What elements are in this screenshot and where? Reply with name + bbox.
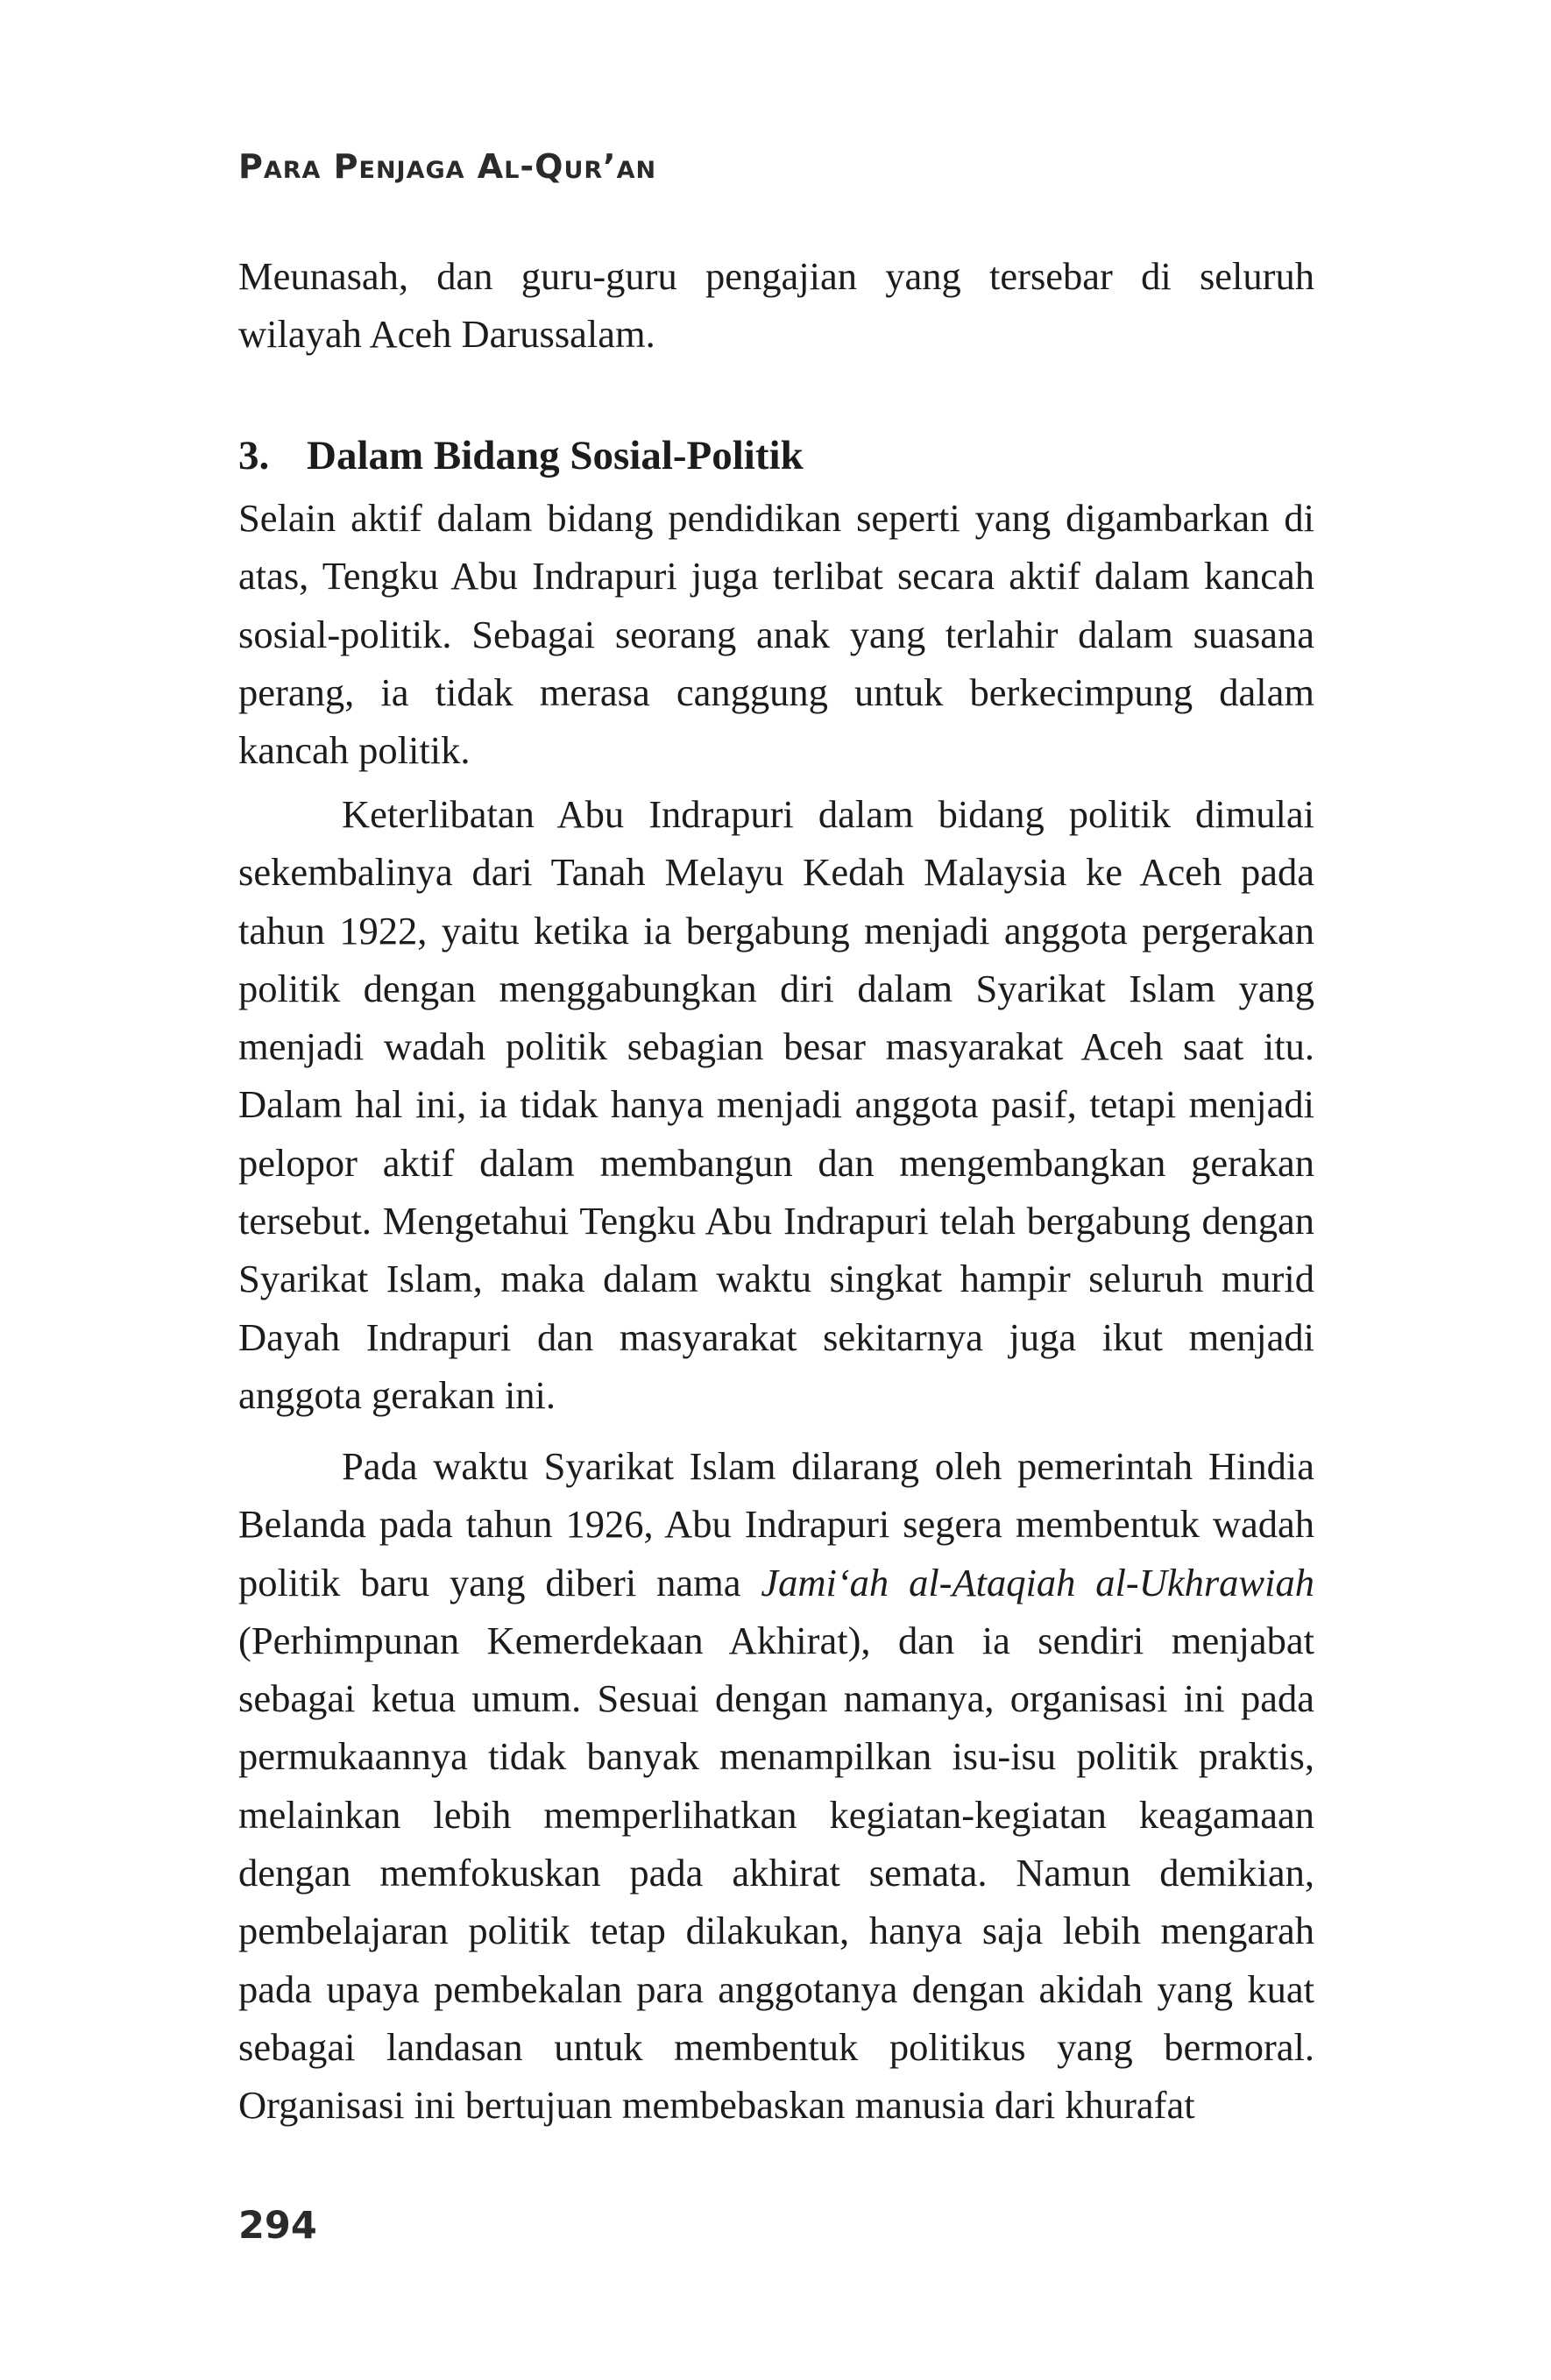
section-title: Dalam Bidang Sosial-Politik bbox=[307, 433, 804, 478]
paragraph-3-text-start: Pada waktu Syarikat Islam dilarang oleh pemerintah Hindia Belanda pada tahun 1926, Abu Indrapuri segera membentuk wadah politik baru yang diberi nama bbox=[238, 1444, 1314, 1604]
section-number: 3. bbox=[238, 433, 270, 478]
continued-paragraph: Meunasah, dan guru-guru pengajian yang tersebar di seluruh wilayah Aceh Darussalam. bbox=[238, 254, 1314, 357]
section-heading bbox=[238, 429, 1314, 482]
paragraph-2: Keterlibatan Abu Indrapuri dalam bidang politik dimulai sekembalinya dari Tanah Melayu Kedah Malaysia ke Aceh pada tahun 1922, yaitu ketika ia bergabung menjadi anggota pergerakan politik dengan menggabungkan diri dalam Syarikat Islam yang menjadi wadah politik sebagian besar masyarakat Aceh saat itu. Dalam hal ini, ia tidak hanya menjadi anggota pasif, tetapi menjadi pelopor aktif dalam membangun dan mengembangkan gerakan tersebut. Mengetahui Tengku Abu Indrapuri telah bergabung dengan Syarikat Islam, maka dalam waktu singkat hampir seluruh murid Dayah Indrapuri dan masyarakat sekitarnya juga ikut menjadi anggota gerakan ini. bbox=[238, 792, 1314, 1417]
page-number: 294 bbox=[238, 2204, 317, 2248]
organization-name-italic: Jami‘ah al-Ataqiah al-Ukhrawiah bbox=[761, 1560, 1314, 1604]
running-head: Para Penjaga Al-Qur’an bbox=[238, 147, 657, 186]
paragraph-1: Selain aktif dalam bidang pendidikan seperti yang digambarkan di atas, Tengku Abu Indrapuri juga terlibat secara aktif dalam kancah sosial-politik. Sebagai seorang anak yang terlahir dalam suasana perang, ia tidak merasa canggung untuk berkecimpung dalam kancah politik. bbox=[238, 496, 1314, 773]
paragraph-3 bbox=[238, 1437, 1314, 2135]
paragraph-3-text-end: (Perhimpunan Kemerdekaan Akhirat), dan ia sendiri menjabat sebagai ketua umum. Sesuai dengan namanya, organisasi ini pada permukaannya tidak banyak menampilkan isu-isu politik praktis, melainkan lebih memperlihatkan kegiatan-kegiatan keagamaan dengan memfokuskan pada akhirat semata. Namun demikian, pembelajaran politik tetap dilakukan, hanya saja lebih mengarah pada upaya pembekalan para anggotanya dengan akidah yang kuat sebagai landasan untuk membentuk politikus yang bermoral. Organisasi ini bertujuan membebaskan manusia dari khurafat bbox=[238, 1618, 1314, 2128]
